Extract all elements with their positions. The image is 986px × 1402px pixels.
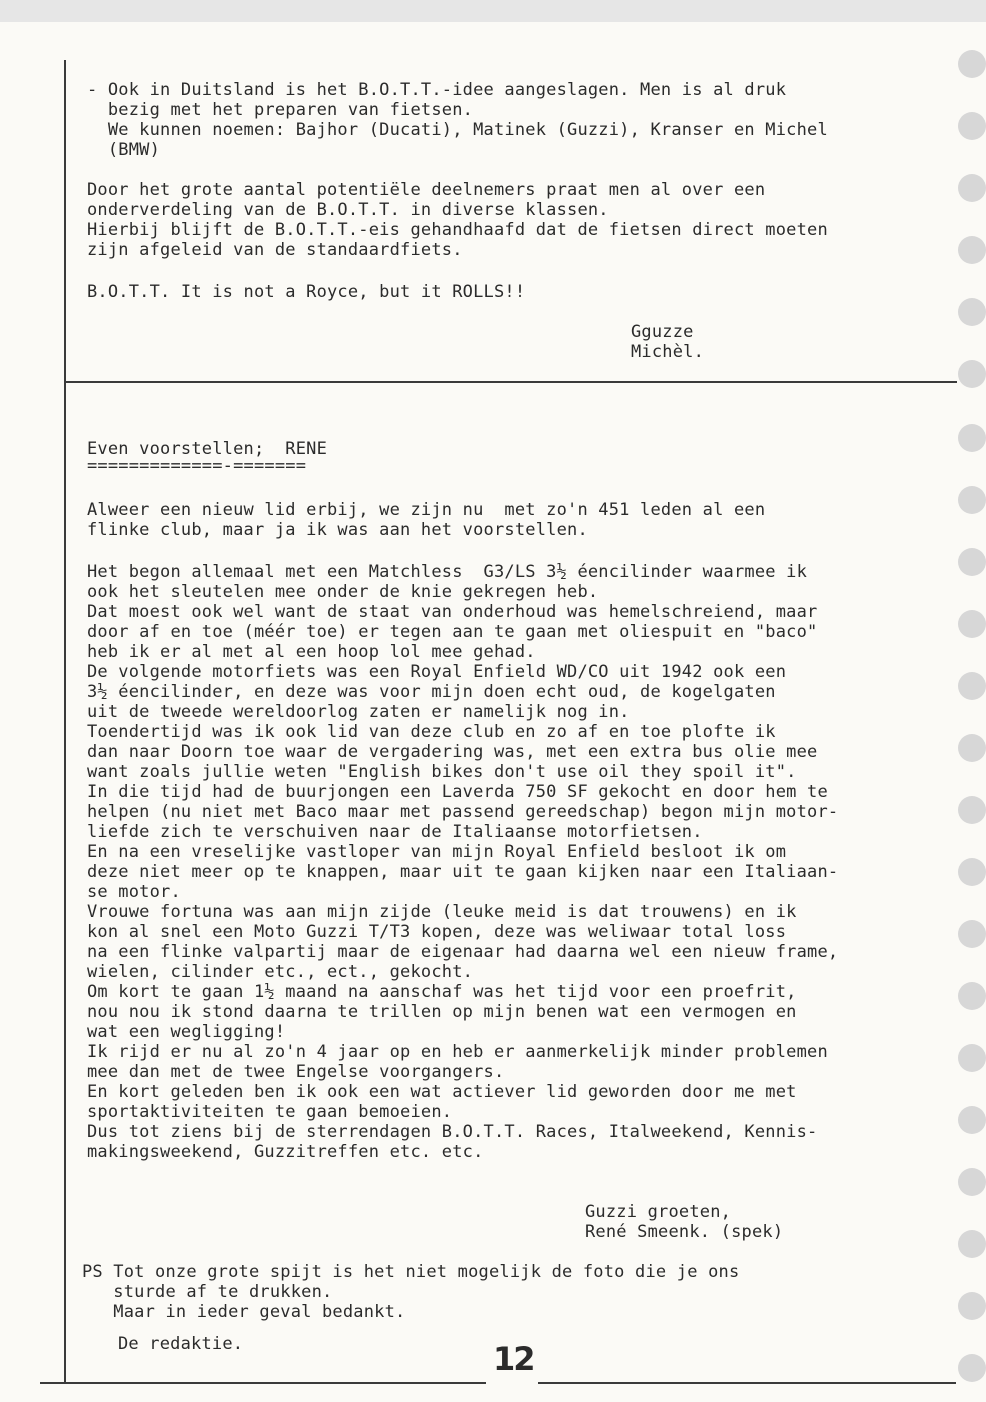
bullet-germany: - Ook in Duitsland is het B.O.T.T.-idee aangeslagen. Men is al druk bezig met het preparen van fietsen. We kunnen noemen: Bajhor (Ducati), Matinek (Guzzi), Kranser en Michel (BMW) — [87, 80, 828, 160]
page-number: 12 — [493, 1340, 534, 1378]
intro-paragraph: Alweer een nieuw lid erbij, we zijn nu met zo'n 451 leden al een flinke club, maar ja ik was aan het voorstellen. — [87, 500, 766, 540]
binder-hole — [958, 1044, 986, 1072]
paragraph-classes: Door het grote aantal potentiële deelnemers praat men al over een onderverdeling van de B.O.T.T. in diverse klassen. Hierbij blijft de B.O.T.T.-eis gehandhaafd dat de fietsen direct moeten zijn afgeleid van de standaardfiets. — [87, 180, 828, 260]
binder-hole — [958, 112, 986, 140]
bottom-line-left — [40, 1382, 486, 1384]
binder-hole — [958, 1292, 986, 1320]
title-underline: =============-======= — [87, 456, 307, 476]
left-margin-line — [64, 60, 66, 1383]
binder-hole — [958, 610, 986, 638]
binder-hole — [958, 858, 986, 886]
binder-hole — [958, 982, 986, 1010]
binder-hole — [958, 920, 986, 948]
binder-hole — [958, 50, 986, 78]
bottom-line-right — [538, 1382, 956, 1384]
slogan: B.O.T.T. It is not a Royce, but it ROLLS!! — [87, 282, 526, 302]
binder-hole — [958, 236, 986, 264]
binder-hole — [958, 360, 986, 388]
binder-hole — [958, 424, 986, 452]
binder-hole — [958, 486, 986, 514]
signature-rene: Guzzi groeten, René Smeenk. (spek) — [585, 1202, 784, 1242]
binder-hole — [958, 1230, 986, 1258]
story-body: Het begon allemaal met een Matchless G3/LS 3½ éencilinder waarmee ik ook het sleutelen mee onder de knie gekregen heb. Dat moest ook wel want de staat van onderhoud was hemelschreiend, maar door af en toe (méér toe) er tegen aan te gaan met oliespuit en "baco" heb ik er al met al een hoop lol mee gehad. De volgende motorfiets was een Royal Enfield WD/CO uit 1942 ook een 3½ éencilinder, en deze was voor mijn doen echt oud, de kogelgaten uit de tweede wereldoorlog zaten er namelijk nog in. Toendertijd was ik ook lid van deze club en zo af en toe plofte ik dan naar Doorn toe waar de vergadering was, met een extra bus olie mee want zoals jullie weten "English bikes don't use oil they spoil it". In die tijd had de buurjongen een Laverda 750 SF gekocht en door hem te helpen (nu niet met Baco maar met passend gereedschap) begon mijn motor- liefde zich te verschuiven naar de Italiaanse motorfietsen. En na een vreselijke vastloper van mijn Royal Enfield besloot ik om deze niet meer op te knappen, maar uit te gaan kijken naar een Italiaan- se motor. Vrouwe fortuna was aan mijn zijde (leuke meid is dat trouwens) en ik kon al snel een Moto Guzzi T/T3 kopen, deze was weliwaar total loss na een flinke valpartij maar de eigenaar had daarna wel een nieuw frame, wielen, cilinder etc., ect., gekocht. Om kort te gaan 1½ maand na aanschaf was het tijd voor een proefrit, nou nou ik stond daarna te trillen op mijn benen wat een vermogen en wat een wegligging! Ik rijd er nu al zo'n 4 jaar op en heb er aanmerkelijk minder problemen mee dan met de twee Engelse voorgangers. En kort geleden ben ik ook een wat actiever lid geworden door me met sportaktiviteiten te gaan bemoeien. Dus tot ziens bij de sterrendagen B.O.T.T. Races, Italweekend, Kennis- makingsweekend, Guzzitreffen etc. etc. — [87, 562, 839, 1162]
signature-michel: Gguzze Michèl. — [631, 322, 705, 362]
scan-top-edge — [0, 0, 986, 22]
binder-hole — [958, 1106, 986, 1134]
binder-hole — [958, 796, 986, 824]
binder-hole — [958, 734, 986, 762]
redaktie: De redaktie. — [118, 1334, 244, 1354]
ps-note: PS Tot onze grote spijt is het niet mogelijk de foto die je ons sturde af te drukken. Maar in ieder geval bedankt. — [82, 1262, 740, 1322]
section-divider-line — [64, 381, 957, 383]
binder-hole — [958, 548, 986, 576]
binder-hole — [958, 1168, 986, 1196]
binder-holes — [956, 40, 986, 1402]
article-title: Even voorstellen; RENE — [87, 439, 328, 459]
binder-hole — [958, 298, 986, 326]
binder-hole — [958, 672, 986, 700]
binder-hole — [958, 1354, 986, 1382]
binder-hole — [958, 174, 986, 202]
